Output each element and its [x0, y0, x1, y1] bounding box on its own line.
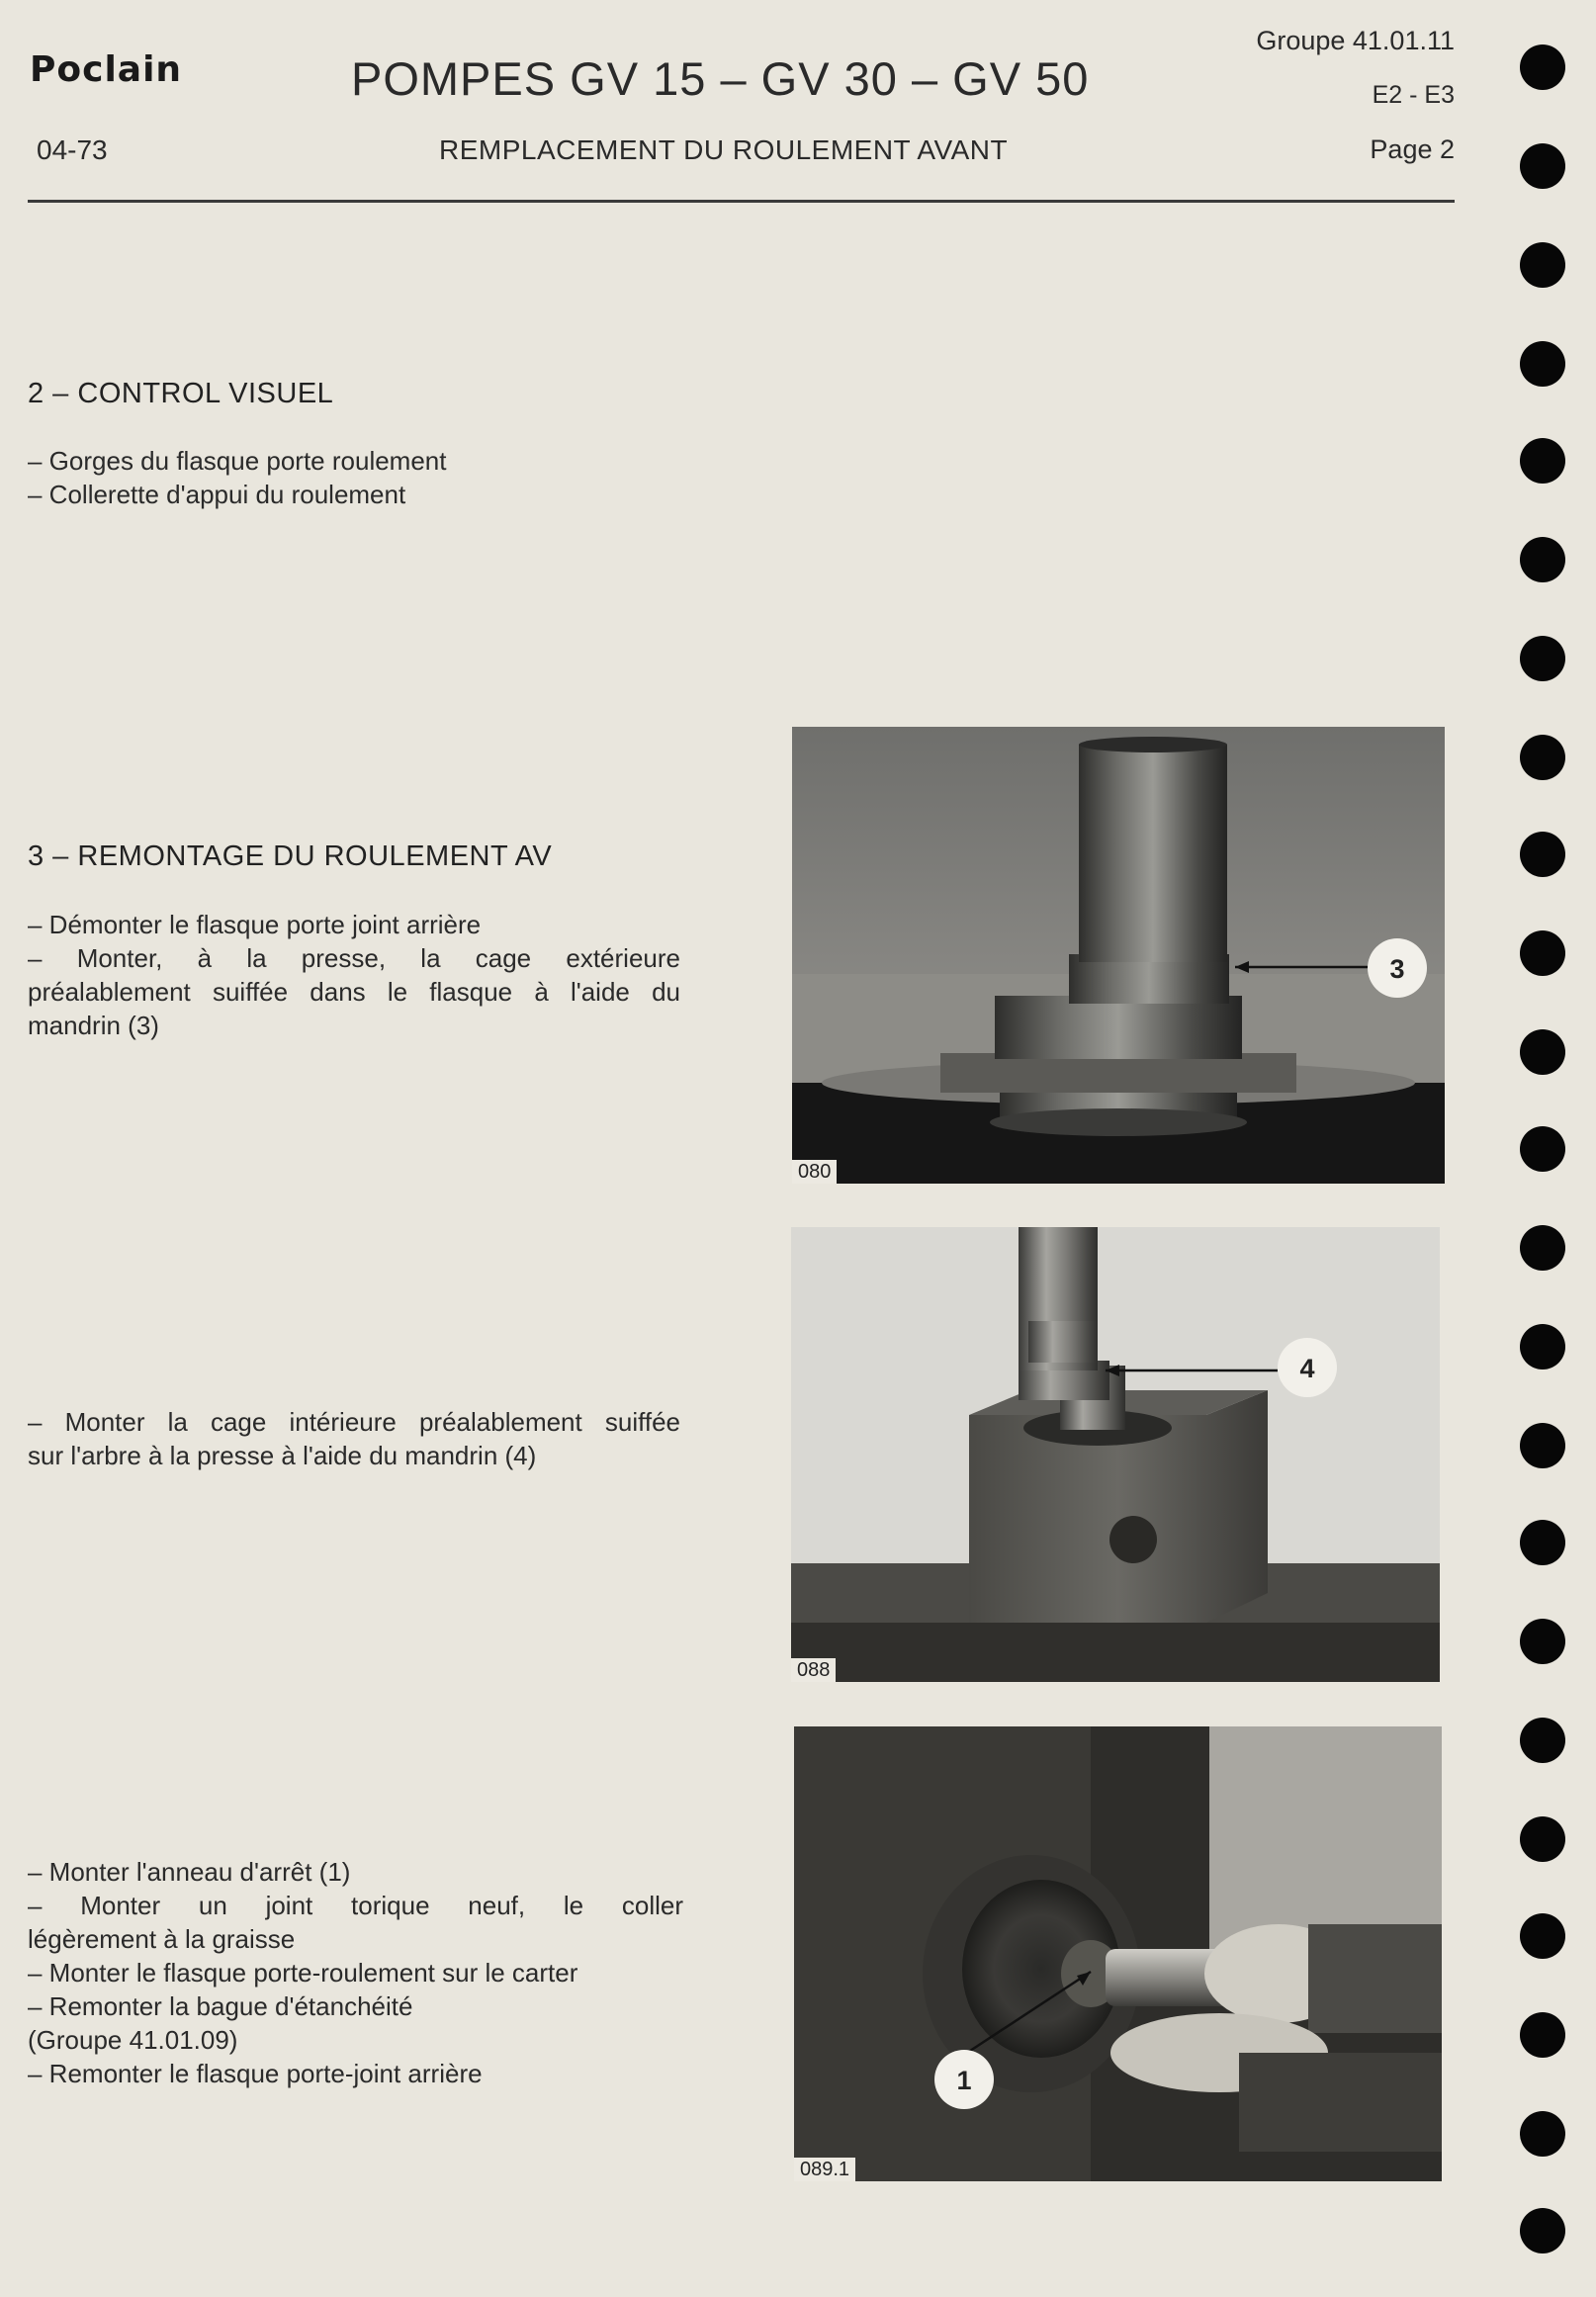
step-line: mandrin (3)	[28, 1011, 159, 1040]
binder-hole-icon	[1520, 735, 1565, 780]
photo-code: 089.1	[794, 2158, 855, 2181]
binder-hole-icon	[1520, 143, 1565, 189]
step-2-text	[28, 1405, 680, 1472]
header-divider	[28, 200, 1455, 203]
step-line: (Groupe 41.01.09)	[28, 2025, 238, 2055]
section-2-item: – Collerette d'appui du roulement	[28, 480, 406, 509]
binder-hole-icon	[1520, 2208, 1565, 2253]
binder-hole-icon	[1520, 438, 1565, 484]
document-date: 04-73	[37, 134, 108, 165]
step-3-text	[28, 1855, 683, 2090]
binder-hole-icon	[1520, 1324, 1565, 1369]
step-line: légèrement à la graisse	[28, 1924, 296, 1954]
binder-hole-icon	[1520, 930, 1565, 976]
binder-hole-icon	[1520, 1126, 1565, 1172]
section-3-heading: 3 – REMONTAGE DU ROULEMENT AV	[28, 840, 553, 872]
photo-088	[791, 1227, 1440, 1682]
binder-hole-icon	[1520, 636, 1565, 681]
binder-hole-icon	[1520, 1718, 1565, 1763]
group-reference: Groupe 41.01.11	[1256, 26, 1455, 55]
photo-080	[792, 727, 1445, 1184]
callout-number: 1	[956, 2066, 972, 2095]
binder-hole-icon	[1520, 1619, 1565, 1664]
section-2-heading: 2 – CONTROL VISUEL	[28, 378, 334, 409]
binder-hole-icon	[1520, 1225, 1565, 1271]
binder-hole-icon	[1520, 832, 1565, 877]
callout-number: 3	[1389, 954, 1405, 984]
binder-hole-icon	[1520, 44, 1565, 90]
binder-hole-icon	[1520, 242, 1565, 288]
section-2-item: – Gorges du flasque porte roulement	[28, 446, 447, 476]
binder-hole-icon	[1520, 1913, 1565, 1959]
photo-code: 080	[792, 1160, 837, 1184]
document-title: POMPES GV 15 – GV 30 – GV 50	[351, 52, 1090, 105]
step-1-text	[28, 908, 680, 1042]
photo-089-1	[794, 1726, 1442, 2181]
step-line: sur l'arbre à la presse à l'aide du mandrin (4)	[28, 1441, 537, 1470]
company-logo: Poclain	[30, 49, 183, 90]
step-line: – Remonter le flasque porte-joint arrière	[28, 2059, 483, 2088]
callout-number: 4	[1299, 1354, 1315, 1383]
edition-code: E2 - E3	[1372, 81, 1455, 109]
binder-hole-icon	[1520, 1520, 1565, 1565]
step-line: préalablement suiffée dans le flasque à l'aide du	[28, 977, 680, 1007]
photo-code: 088	[791, 1658, 836, 1682]
binder-hole-icon	[1520, 1816, 1565, 1862]
step-line: – Remonter la bague d'étanchéité	[28, 1991, 413, 2021]
document-subtitle: REMPLACEMENT DU ROULEMENT AVANT	[439, 134, 1009, 165]
step-line: – Démonter le flasque porte joint arrière	[28, 910, 482, 939]
binder-hole-icon	[1520, 1029, 1565, 1075]
step-line: – Monter la cage intérieure préalablement suiffée	[28, 1407, 680, 1437]
step-line: – Monter le flasque porte-roulement sur le carter	[28, 1958, 578, 1988]
binder-hole-icon	[1520, 537, 1565, 582]
binder-hole-icon	[1520, 2012, 1565, 2058]
binder-hole-icon	[1520, 2111, 1565, 2157]
step-line: – Monter un joint torique neuf, le coller	[28, 1891, 683, 1920]
section-2-list	[28, 444, 680, 511]
binder-hole-icon	[1520, 341, 1565, 387]
page-number: Page 2	[1370, 134, 1455, 164]
binder-hole-icon	[1520, 1423, 1565, 1468]
step-line: – Monter l'anneau d'arrêt (1)	[28, 1857, 351, 1887]
step-line: – Monter, à la presse, la cage extérieure	[28, 943, 680, 973]
